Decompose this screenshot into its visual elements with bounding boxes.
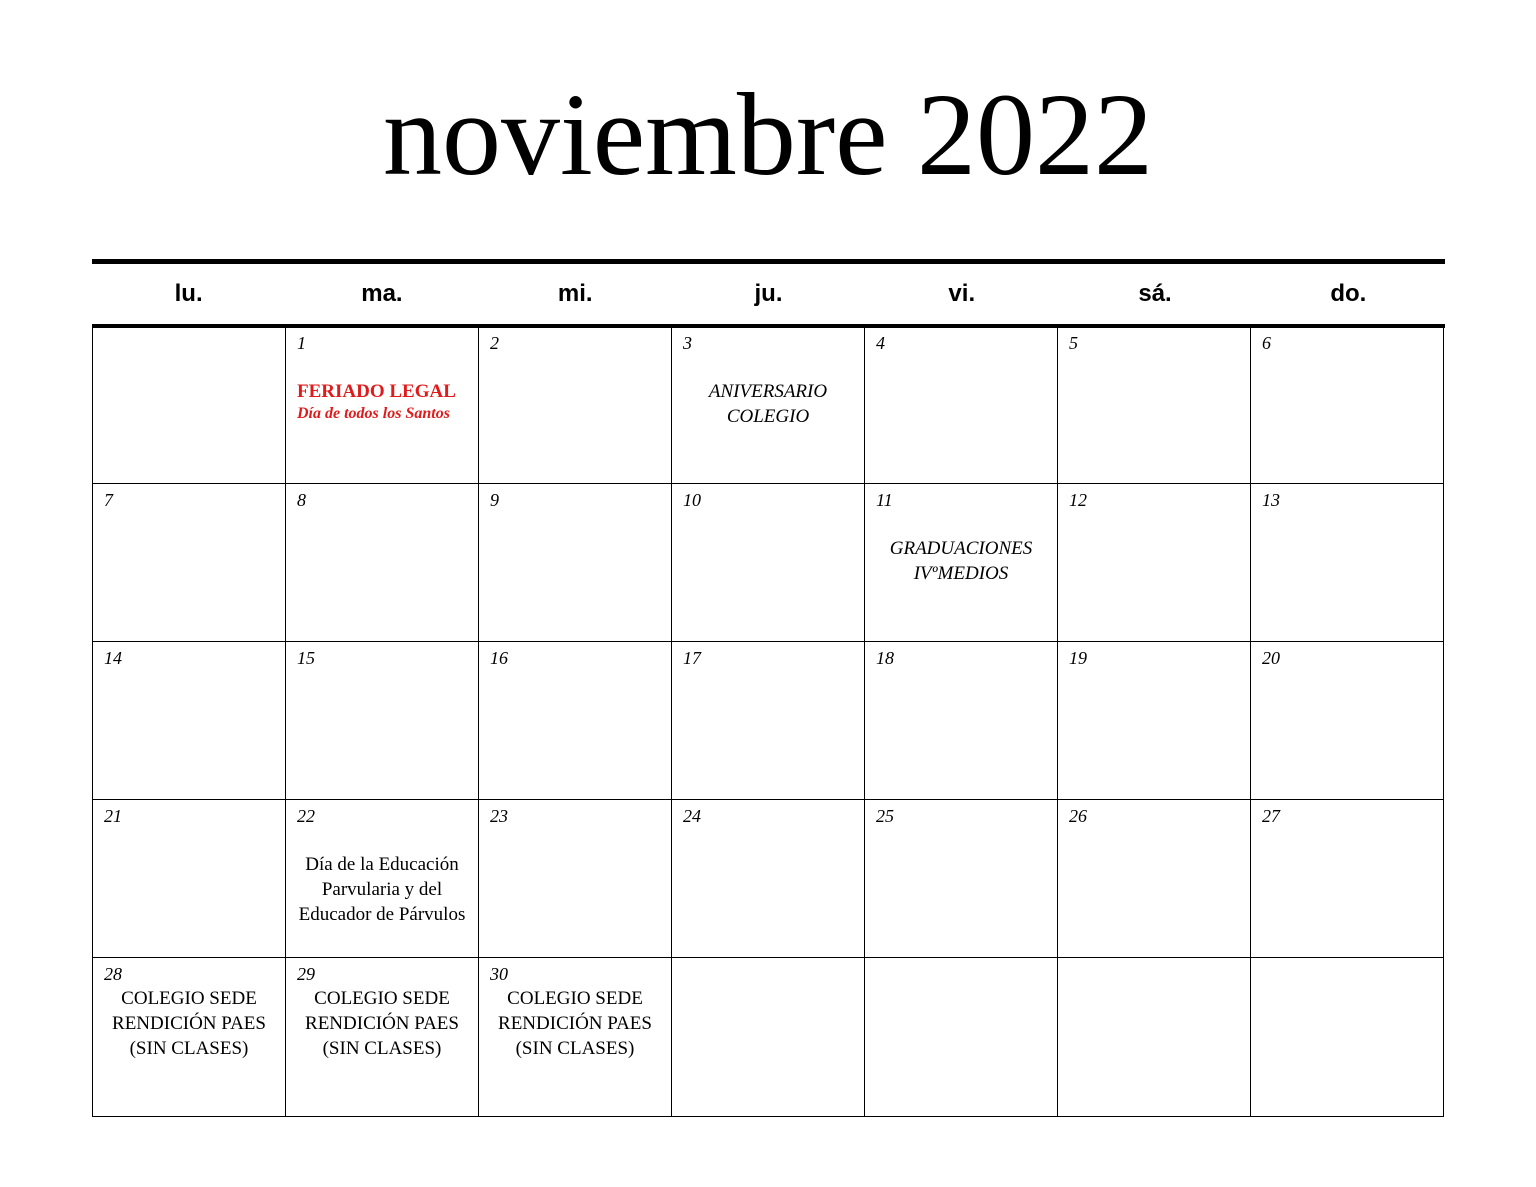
day-number: 7 — [104, 490, 113, 510]
event-text-line: COLEGIO SEDE — [314, 988, 450, 1009]
day-number: 27 — [1262, 806, 1280, 826]
day-cell-29[interactable] — [286, 958, 479, 1117]
holiday-subtitle: Día de todos los Santos — [297, 405, 450, 422]
day-number: 23 — [490, 806, 508, 826]
day-cell-9[interactable] — [479, 484, 672, 642]
day-number: 26 — [1069, 806, 1087, 826]
day-number: 2 — [490, 333, 499, 353]
weekday-label: lu. — [174, 280, 203, 307]
day-cell-14[interactable] — [93, 642, 286, 800]
day-cell-25[interactable] — [865, 800, 1058, 958]
event-text-line: IVºMEDIOS — [913, 563, 1009, 584]
day-number: 24 — [683, 806, 701, 826]
day-cell-13[interactable] — [1251, 484, 1444, 642]
day-cell-1[interactable] — [286, 327, 479, 484]
day-cell-18[interactable] — [865, 642, 1058, 800]
day-number: 29 — [297, 964, 315, 984]
empty-day-cell — [1058, 958, 1251, 1117]
day-cell-20[interactable] — [1251, 642, 1444, 800]
day-cell-15[interactable] — [286, 642, 479, 800]
day-number: 13 — [1262, 490, 1280, 510]
weekday-label: do. — [1330, 280, 1367, 307]
day-number: 11 — [876, 490, 893, 510]
day-number: 12 — [1069, 490, 1087, 510]
event-text-line: COLEGIO — [726, 406, 810, 427]
calendar-grid — [92, 327, 1445, 1117]
day-number: 15 — [297, 648, 315, 668]
day-cell-28[interactable] — [93, 958, 286, 1117]
weekday-header — [92, 264, 1445, 324]
weekday-label: ju. — [754, 280, 783, 307]
day-number: 17 — [683, 648, 701, 668]
day-cell-12[interactable] — [1058, 484, 1251, 642]
day-number: 18 — [876, 648, 894, 668]
event-text-line: GRADUACIONES — [889, 538, 1033, 559]
event-text-line: RENDICIÓN PAES — [112, 1013, 266, 1034]
day-number: 9 — [490, 490, 499, 510]
day-cell-30[interactable] — [479, 958, 672, 1117]
day-cell-11[interactable] — [865, 484, 1058, 642]
empty-day-cell — [93, 327, 286, 484]
empty-day-cell — [865, 958, 1058, 1117]
day-number: 28 — [104, 964, 122, 984]
day-cell-6[interactable] — [1251, 327, 1444, 484]
day-number: 20 — [1262, 648, 1280, 668]
day-cell-24[interactable] — [672, 800, 865, 958]
day-number: 10 — [683, 490, 701, 510]
day-cell-10[interactable] — [672, 484, 865, 642]
weekday-label: vi. — [948, 280, 976, 307]
day-cell-27[interactable] — [1251, 800, 1444, 958]
day-cell-4[interactable] — [865, 327, 1058, 484]
event-text-line: (SIN CLASES) — [129, 1038, 249, 1059]
calendar-title: noviembre 2022 — [382, 69, 1154, 200]
day-cell-16[interactable] — [479, 642, 672, 800]
event-text-line: Día de la Educación — [305, 854, 459, 875]
day-number: 14 — [104, 648, 122, 668]
event-text-line: COLEGIO SEDE — [121, 988, 257, 1009]
event-text-line: ANIVERSARIO — [708, 381, 828, 402]
day-number: 8 — [297, 490, 306, 510]
empty-day-cell — [1251, 958, 1444, 1117]
day-number: 19 — [1069, 648, 1087, 668]
weekday-label: mi. — [557, 280, 593, 307]
day-number: 5 — [1069, 333, 1078, 353]
weekday-label: ma. — [361, 280, 403, 307]
event-text-line: RENDICIÓN PAES — [498, 1013, 652, 1034]
day-cell-23[interactable] — [479, 800, 672, 958]
day-cell-22[interactable] — [286, 800, 479, 958]
day-cell-8[interactable] — [286, 484, 479, 642]
day-cell-7[interactable] — [93, 484, 286, 642]
event-text-line: COLEGIO SEDE — [507, 988, 643, 1009]
day-number: 6 — [1262, 333, 1271, 353]
day-cell-17[interactable] — [672, 642, 865, 800]
empty-day-cell — [672, 958, 865, 1117]
day-number: 1 — [297, 333, 306, 353]
day-cell-21[interactable] — [93, 800, 286, 958]
day-number: 4 — [876, 333, 885, 353]
weekday-label: sá. — [1138, 280, 1172, 307]
day-cell-19[interactable] — [1058, 642, 1251, 800]
day-cell-3[interactable] — [672, 327, 865, 484]
day-number: 3 — [683, 333, 692, 353]
event-text-line: Educador de Párvulos — [298, 904, 466, 925]
day-number: 16 — [490, 648, 508, 668]
event-text-line: RENDICIÓN PAES — [305, 1013, 459, 1034]
day-number: 25 — [876, 806, 894, 826]
day-number: 30 — [490, 964, 508, 984]
day-cell-2[interactable] — [479, 327, 672, 484]
event-text-line: (SIN CLASES) — [515, 1038, 635, 1059]
day-cell-26[interactable] — [1058, 800, 1251, 958]
day-cell-5[interactable] — [1058, 327, 1251, 484]
day-number: 21 — [104, 806, 122, 826]
event-text-line: (SIN CLASES) — [322, 1038, 442, 1059]
day-number: 22 — [297, 806, 315, 826]
event-text-line: Parvularia y del — [321, 879, 443, 900]
holiday-title: FERIADO LEGAL — [297, 381, 456, 402]
